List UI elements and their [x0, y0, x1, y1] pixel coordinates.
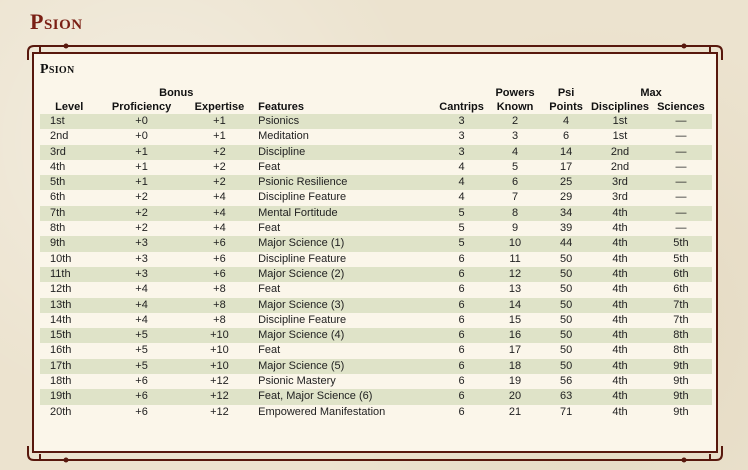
cell-features: Discipline Feature: [258, 313, 347, 326]
cell-features: Major Science (4): [258, 329, 345, 342]
cell-psi-points: 6: [563, 130, 570, 143]
table-row: [40, 389, 712, 404]
cell-powers-known: 11: [509, 252, 521, 265]
header-sciences: Sciences: [657, 101, 705, 113]
cell-max-disciplines: 2nd: [610, 160, 630, 173]
cell-powers-known: 16: [508, 329, 522, 342]
cell-level: 18th: [50, 375, 72, 388]
cell-psi-points: 44: [559, 237, 573, 250]
cell-psi-points: 50: [559, 344, 573, 357]
cell-powers-known: 18: [508, 359, 522, 372]
cell-cantrips: 4: [458, 191, 465, 204]
cell-sciences: 9th: [673, 405, 689, 418]
cell-proficiency: +2: [135, 206, 148, 219]
header-cantrips: Cantrips: [439, 101, 484, 113]
cell-max-disciplines: 1st: [612, 115, 628, 127]
cell-cantrips: 5: [458, 206, 465, 219]
header-row: [40, 100, 712, 114]
header-points: Points: [549, 101, 583, 113]
table-row: [40, 175, 712, 190]
cell-proficiency: +6: [135, 375, 148, 388]
cell-level: 3rd: [50, 145, 66, 158]
cell-cantrips: 6: [458, 390, 465, 403]
cell-powers-known: 5: [511, 160, 519, 173]
cell-sciences: 8th: [673, 344, 689, 357]
cell-sciences: 9th: [673, 359, 689, 372]
cell-powers-known: 4: [511, 145, 519, 158]
page-heading: Psion: [30, 9, 83, 34]
cell-features: Major Science (2): [258, 267, 345, 280]
cell-level: 19th: [50, 390, 72, 403]
cell-level: 5th: [50, 176, 66, 189]
table-title: Psion: [40, 62, 75, 77]
cell-psi-points: 50: [559, 252, 573, 265]
cell-cantrips: 3: [458, 145, 465, 158]
cell-cantrips: 3: [458, 115, 465, 127]
cell-features: Psionic Mastery: [258, 375, 336, 388]
table-row: [40, 405, 712, 420]
cell-proficiency: +1: [135, 176, 148, 189]
cell-max-disciplines: 4th: [612, 267, 628, 280]
cell-cantrips: 5: [458, 222, 465, 235]
cell-cantrips: 6: [458, 267, 465, 280]
header-powers: Powers: [495, 87, 535, 99]
table-row: [40, 160, 712, 175]
cell-proficiency: +1: [135, 160, 148, 173]
cell-max-disciplines: 4th: [612, 206, 628, 219]
cell-powers-known: 7: [511, 191, 519, 204]
table-row: [40, 282, 712, 297]
header-proficiency: Proficiency: [111, 101, 172, 113]
cell-cantrips: 4: [458, 176, 465, 189]
cell-level: 20th: [50, 405, 72, 418]
cell-powers-known: 3: [511, 130, 519, 143]
cell-cantrips: 6: [458, 359, 465, 372]
header-features: Features: [258, 101, 304, 113]
psion-table: [40, 86, 712, 420]
cell-proficiency: +4: [135, 313, 148, 326]
cell-powers-known: 2: [511, 115, 519, 127]
cell-cantrips: 3: [458, 130, 465, 143]
cell-powers-known: 15: [508, 313, 522, 326]
cell-psi-points: 50: [559, 283, 573, 296]
header-psi: Psi: [557, 87, 575, 99]
header-disciplines: Disciplines: [590, 101, 650, 113]
cell-proficiency: +5: [135, 344, 148, 357]
cell-max-disciplines: 4th: [612, 252, 628, 265]
table-row: [40, 374, 712, 389]
header-expertise: Expertise: [194, 101, 245, 113]
cell-expertise: +6: [213, 267, 226, 280]
cell-cantrips: 6: [458, 298, 465, 311]
cell-max-disciplines: 4th: [612, 405, 628, 418]
table-row: [40, 206, 712, 221]
cell-psi-points: 71: [559, 405, 573, 418]
cell-max-disciplines: 1st: [612, 130, 628, 143]
cell-level: 16th: [50, 344, 72, 357]
cell-powers-known: 10: [508, 237, 522, 250]
cell-features: Empowered Manifestation: [258, 405, 386, 418]
cell-expertise: +12: [210, 375, 229, 388]
cell-max-disciplines: 2nd: [610, 145, 630, 158]
cell-cantrips: 6: [458, 405, 465, 418]
cell-psi-points: 34: [559, 206, 573, 219]
cell-powers-known: 14: [508, 298, 522, 311]
table-row: [40, 252, 712, 267]
cell-expertise: +4: [213, 191, 226, 204]
cell-proficiency: +4: [135, 298, 148, 311]
cell-psi-points: 56: [559, 375, 573, 388]
cell-features: Major Science (1): [258, 237, 345, 250]
cell-expertise: +12: [210, 390, 229, 403]
cell-proficiency: +6: [135, 390, 148, 403]
cell-expertise: +4: [213, 206, 226, 219]
cell-proficiency: +6: [135, 405, 148, 418]
header-row-top: [40, 86, 712, 100]
cell-level: 13th: [50, 298, 72, 311]
table-row: [40, 236, 712, 251]
cell-level: 10th: [50, 252, 72, 265]
cell-cantrips: 6: [458, 344, 465, 357]
cell-proficiency: +0: [135, 115, 148, 127]
cell-sciences: 9th: [673, 390, 689, 403]
cell-expertise: +2: [213, 176, 226, 189]
cell-features: Discipline Feature: [258, 252, 347, 265]
cell-level: 17th: [50, 359, 72, 372]
cell-sciences: 6th: [673, 267, 689, 280]
cell-level: 6th: [50, 191, 66, 204]
cell-features: Mental Fortitude: [258, 206, 338, 219]
cell-level: 7th: [50, 206, 66, 219]
cell-max-disciplines: 4th: [612, 375, 628, 388]
cell-sciences: 7th: [673, 298, 689, 311]
cell-max-disciplines: 4th: [612, 344, 628, 357]
cell-sciences: —: [675, 222, 687, 235]
cell-max-disciplines: 4th: [612, 390, 628, 403]
cell-features: Psionics: [258, 115, 300, 127]
cell-cantrips: 6: [458, 329, 465, 342]
cell-expertise: +12: [210, 405, 229, 418]
cell-proficiency: +0: [135, 130, 148, 143]
cell-level: 2nd: [50, 130, 69, 143]
cell-features: Discipline Feature: [258, 191, 347, 204]
table-row: [40, 145, 712, 160]
cell-sciences: 5th: [673, 252, 689, 265]
table-row: [40, 359, 712, 374]
cell-features: Feat: [258, 344, 281, 357]
cell-level: 1st: [50, 115, 65, 127]
table-row: [40, 298, 712, 313]
table-row: [40, 313, 712, 328]
cell-powers-known: 20: [508, 390, 522, 403]
cell-sciences: —: [675, 176, 687, 189]
cell-psi-points: 50: [559, 313, 573, 326]
cell-max-disciplines: 4th: [612, 313, 628, 326]
table-row: [40, 190, 712, 205]
cell-level: 15th: [50, 329, 72, 342]
cell-sciences: —: [675, 206, 687, 219]
cell-proficiency: +3: [135, 237, 148, 250]
header-bonus: Bonus: [159, 87, 194, 99]
cell-max-disciplines: 4th: [612, 359, 628, 372]
cell-cantrips: 6: [458, 313, 465, 326]
cell-sciences: 7th: [673, 313, 689, 326]
table-row: [40, 343, 712, 358]
cell-level: 11th: [50, 267, 71, 280]
cell-sciences: —: [675, 191, 687, 204]
header-max: Max: [640, 87, 662, 99]
cell-max-disciplines: 4th: [612, 283, 628, 296]
cell-psi-points: 4: [563, 115, 570, 127]
cell-proficiency: +4: [135, 283, 148, 296]
cell-sciences: 8th: [673, 329, 689, 342]
cell-psi-points: 63: [559, 390, 573, 403]
cell-features: Major Science (3): [258, 298, 345, 311]
table-row: [40, 221, 712, 236]
cell-psi-points: 14: [559, 145, 573, 158]
cell-features: Meditation: [258, 130, 309, 143]
cell-max-disciplines: 4th: [612, 222, 628, 235]
cell-features: Discipline: [258, 145, 306, 158]
cell-max-disciplines: 3rd: [612, 191, 628, 204]
cell-sciences: —: [675, 130, 687, 143]
table-body: [40, 114, 712, 420]
cell-level: 9th: [50, 237, 66, 250]
cell-expertise: +8: [213, 313, 226, 326]
cell-max-disciplines: 4th: [612, 237, 628, 250]
header-known: Known: [496, 101, 534, 113]
cell-powers-known: 13: [508, 283, 522, 296]
cell-proficiency: +3: [135, 267, 148, 280]
cell-cantrips: 4: [458, 160, 465, 173]
cell-proficiency: +5: [135, 329, 148, 342]
table-row: [40, 328, 712, 343]
cell-expertise: +6: [213, 237, 226, 250]
cell-sciences: 6th: [673, 283, 689, 296]
header-level: Level: [55, 101, 84, 113]
cell-sciences: —: [675, 145, 687, 158]
cell-sciences: —: [675, 160, 687, 173]
cell-features: Major Science (5): [258, 359, 345, 372]
cell-max-disciplines: 3rd: [612, 176, 628, 189]
cell-features: Psionic Resilience: [258, 176, 348, 189]
cell-cantrips: 6: [458, 252, 465, 265]
cell-features: Feat: [258, 160, 281, 173]
cell-max-disciplines: 4th: [612, 329, 628, 342]
cell-psi-points: 25: [559, 176, 573, 189]
cell-proficiency: +5: [135, 359, 148, 372]
cell-level: 4th: [50, 160, 66, 173]
cell-cantrips: 6: [458, 283, 465, 296]
cell-psi-points: 50: [559, 267, 573, 280]
cell-expertise: +8: [213, 298, 226, 311]
cell-features: Feat: [258, 222, 281, 235]
cell-proficiency: +2: [135, 191, 148, 204]
cell-powers-known: 6: [511, 176, 519, 189]
table-row: [40, 267, 712, 282]
cell-expertise: +10: [210, 344, 229, 357]
cell-cantrips: 5: [458, 237, 465, 250]
cell-powers-known: 17: [508, 344, 522, 357]
cell-expertise: +8: [213, 283, 226, 296]
table-row: [40, 114, 712, 129]
cell-sciences: —: [675, 115, 687, 127]
cell-level: 8th: [50, 222, 66, 235]
cell-level: 14th: [50, 313, 72, 326]
cell-proficiency: +3: [135, 252, 148, 265]
cell-expertise: +10: [210, 329, 229, 342]
cell-sciences: 9th: [673, 375, 689, 388]
cell-expertise: +2: [213, 160, 226, 173]
cell-powers-known: 9: [511, 222, 519, 235]
cell-psi-points: 17: [559, 160, 573, 173]
cell-powers-known: 19: [508, 375, 522, 388]
cell-proficiency: +2: [135, 222, 148, 235]
table-row: [40, 129, 712, 144]
cell-psi-points: 50: [559, 329, 573, 342]
cell-psi-points: 39: [559, 222, 573, 235]
cell-expertise: +6: [213, 252, 226, 265]
cell-proficiency: +1: [135, 145, 148, 158]
cell-powers-known: 21: [508, 405, 522, 418]
cell-psi-points: 29: [559, 191, 573, 204]
cell-powers-known: 8: [511, 206, 519, 219]
cell-powers-known: 12: [508, 267, 522, 280]
cell-psi-points: 50: [559, 359, 573, 372]
cell-features: Feat: [258, 283, 281, 296]
cell-level: 12th: [50, 283, 72, 296]
cell-sciences: 5th: [673, 237, 689, 250]
cell-expertise: +2: [213, 145, 226, 158]
cell-expertise: +1: [213, 115, 226, 127]
cell-max-disciplines: 4th: [612, 298, 628, 311]
cell-cantrips: 6: [458, 375, 465, 388]
cell-expertise: +4: [213, 222, 226, 235]
cell-expertise: +1: [213, 130, 226, 143]
cell-features: Feat, Major Science (6): [258, 390, 373, 403]
cell-expertise: +10: [210, 359, 229, 372]
cell-psi-points: 50: [559, 298, 573, 311]
